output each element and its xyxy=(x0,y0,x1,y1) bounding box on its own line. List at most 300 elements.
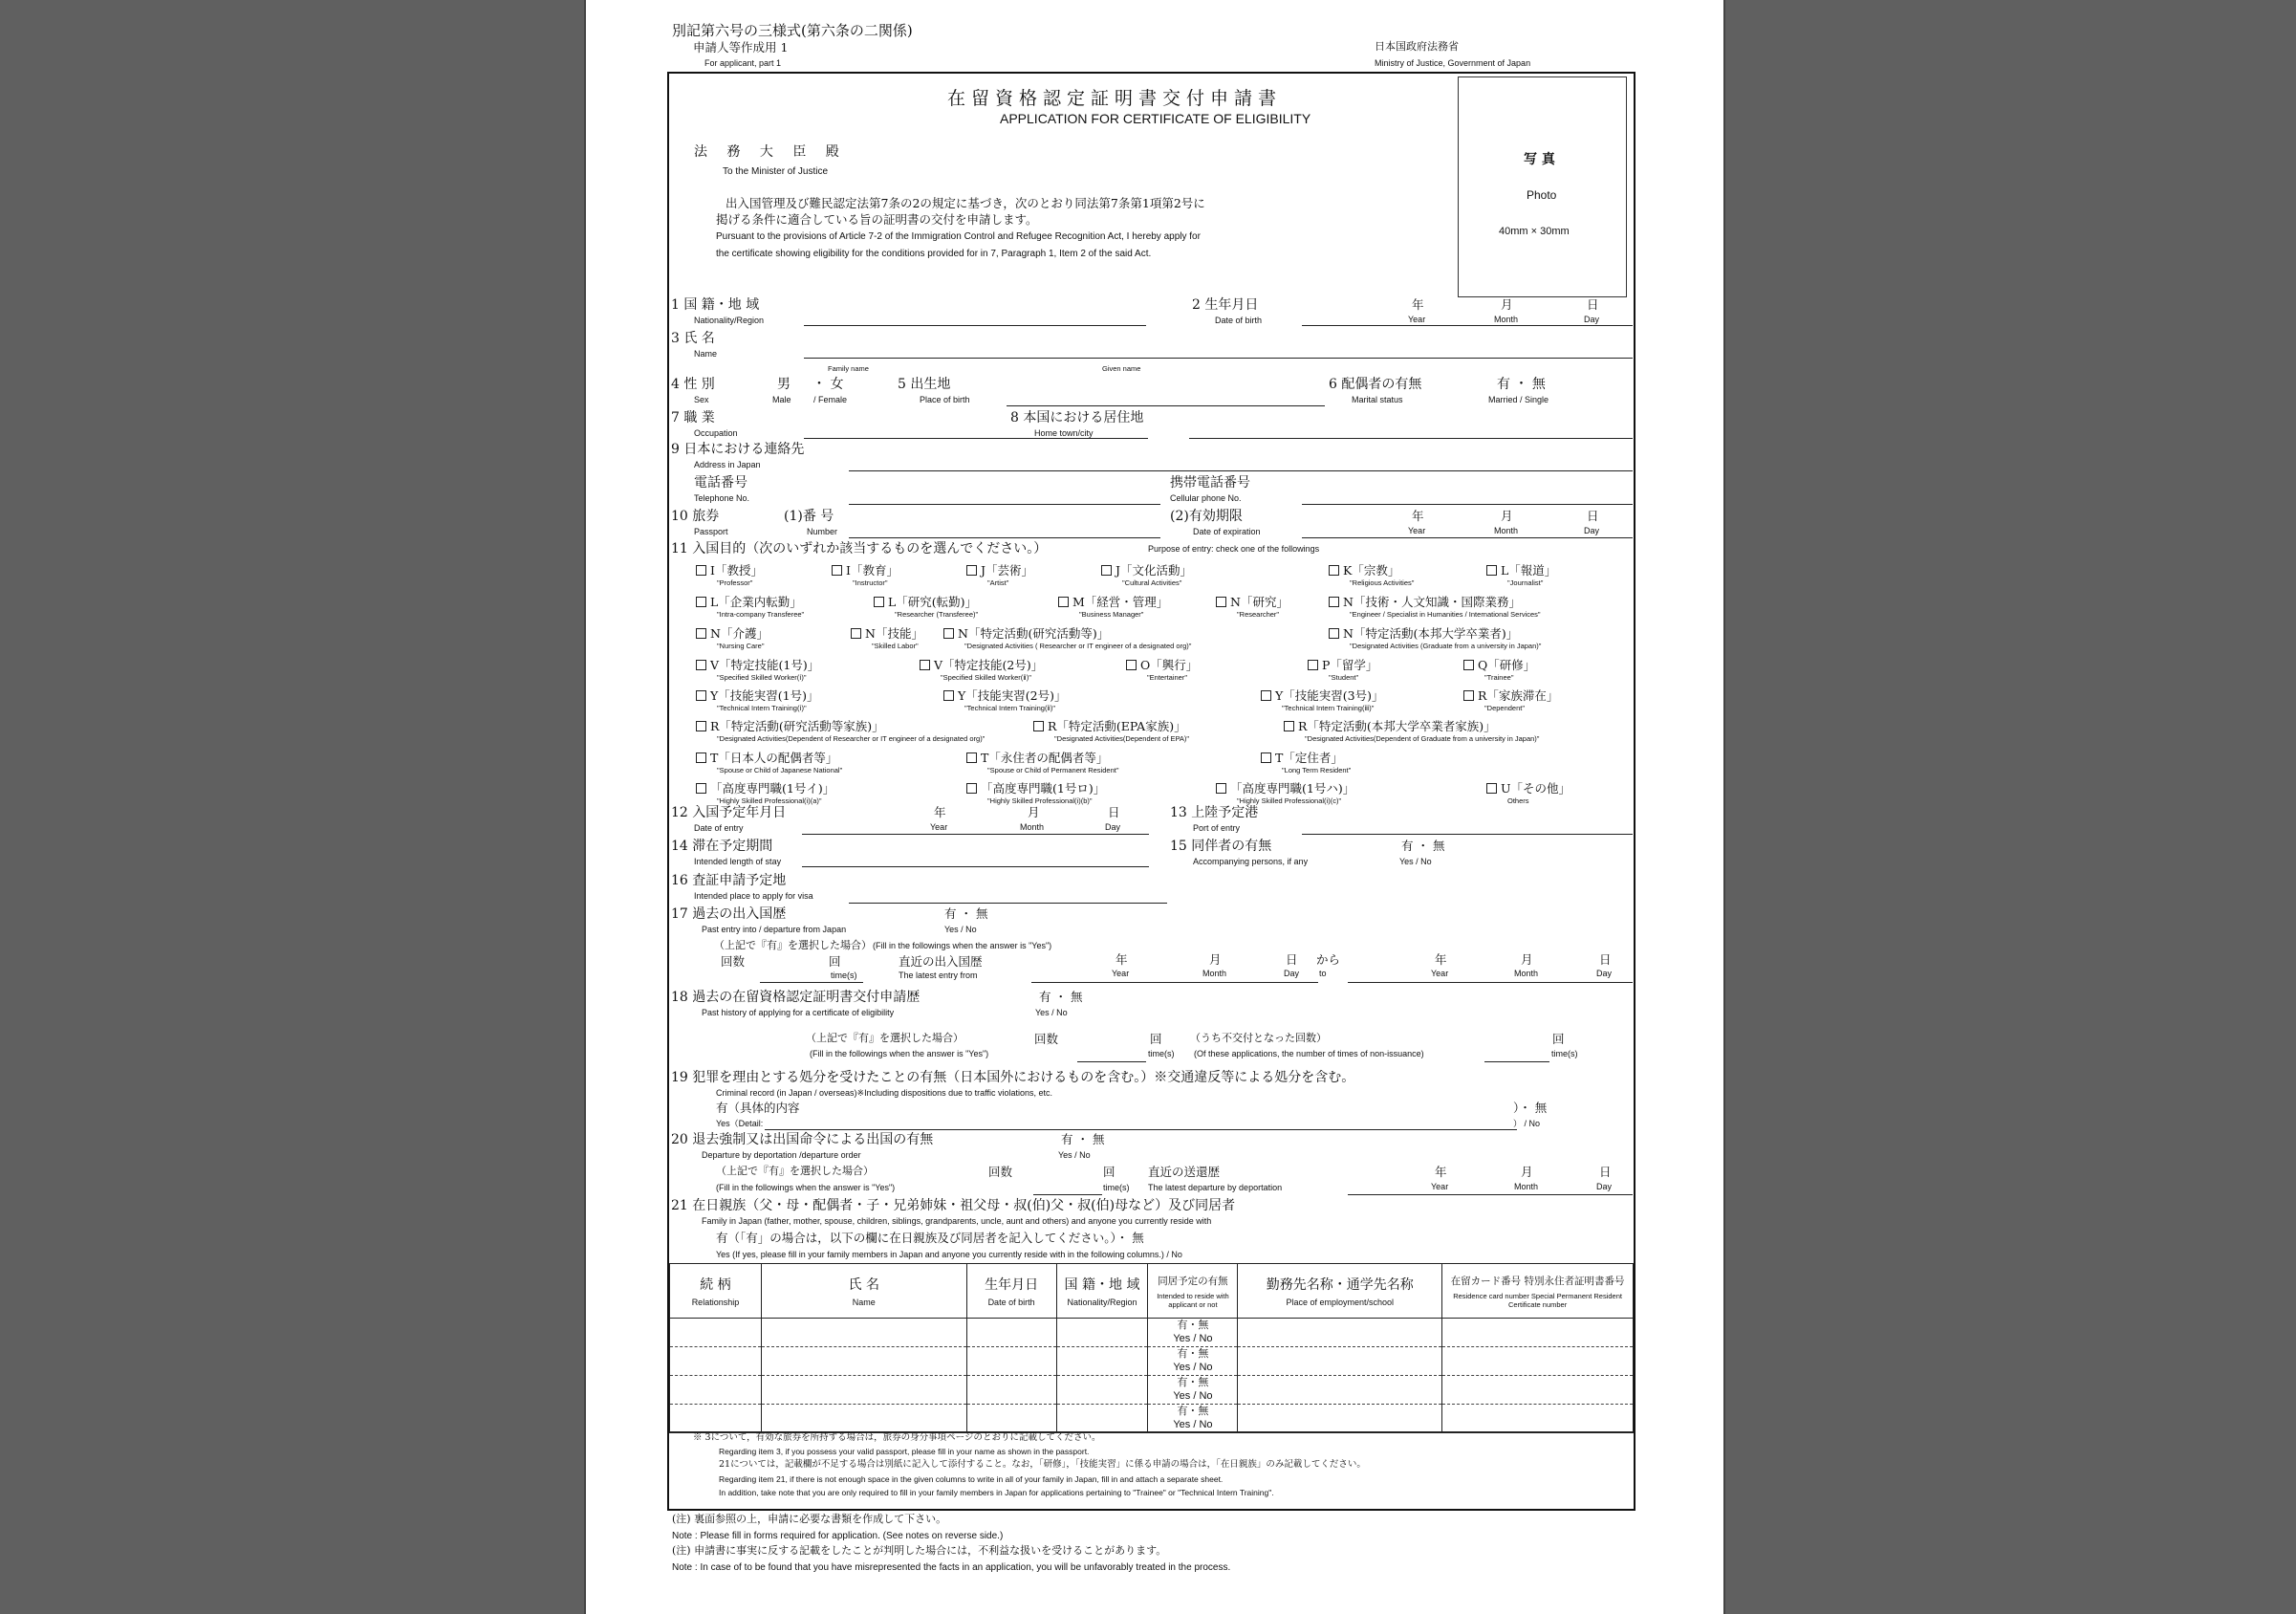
f20-times-input[interactable] xyxy=(1033,1194,1102,1195)
purpose-checkbox[interactable] xyxy=(1284,721,1294,731)
purpose-checkbox[interactable] xyxy=(966,565,977,576)
day-label: 日 xyxy=(1587,509,1599,523)
f17-times-label: 回数 xyxy=(721,954,746,969)
purpose-label-en: "Designated Activities(Dependent of Graduate from a university in Japan)" xyxy=(1305,733,1540,743)
family-cell[interactable] xyxy=(1056,1376,1148,1405)
purpose-checkbox[interactable] xyxy=(696,660,706,670)
field-10-label: 10 旅券 xyxy=(671,509,720,524)
purpose-checkbox[interactable] xyxy=(832,565,842,576)
addressee-en: To the Minister of Justice xyxy=(723,166,829,177)
purpose-label: N「技能」 xyxy=(865,626,923,641)
purpose-checkbox[interactable] xyxy=(1463,690,1474,701)
field-1-label: 1 国 籍・地 域 xyxy=(671,297,760,313)
purpose-checkbox[interactable] xyxy=(1126,660,1137,670)
purpose-checkbox[interactable] xyxy=(966,783,977,794)
family-col-header-jp: 在留カード番号 特別永住者証明書番号 xyxy=(1450,1275,1625,1287)
purpose-item[interactable] xyxy=(1216,596,1289,619)
purpose-label: R「特定活動(EPA家族)」 xyxy=(1048,719,1186,733)
passport-number-input[interactable] xyxy=(849,537,1160,538)
family-cell[interactable] xyxy=(1148,1319,1238,1347)
f20-latest-label: 直近の送還歴 xyxy=(1148,1165,1221,1179)
purpose-label: T「永住者の配偶者等」 xyxy=(981,751,1109,765)
family-cell[interactable] xyxy=(1148,1405,1238,1433)
purpose-checkbox[interactable] xyxy=(1216,597,1226,607)
purpose-item[interactable] xyxy=(966,752,1118,774)
preamble-en-1: Pursuant to the provisions of Article 7-2 of the Immigration Control and Refugee Recognition Act, I hereby apply for xyxy=(716,231,1201,242)
purpose-item[interactable] xyxy=(696,782,834,805)
f20-latest-label-en: The latest departure by deportation xyxy=(1148,1183,1283,1192)
family-cell[interactable] xyxy=(1442,1347,1634,1376)
purpose-item[interactable] xyxy=(920,659,1043,682)
purpose-label: Y「技能実習(3号)」 xyxy=(1275,688,1384,703)
family-col-header-en: Name xyxy=(852,1298,876,1307)
note-2: Regarding item 3, if you possess your valid passport, please fill in your name as shown in the passport. xyxy=(719,1447,1090,1456)
purpose-label: V「特定技能(1号)」 xyxy=(710,658,820,672)
field-20-label-en: Departure by deportation /departure order xyxy=(702,1150,861,1160)
purpose-item[interactable] xyxy=(832,564,899,587)
photo-label-jp: 写 真 xyxy=(1524,152,1555,167)
occupation-input[interactable] xyxy=(804,438,1148,439)
family-col-header xyxy=(1148,1264,1238,1319)
purpose-checkbox[interactable] xyxy=(1463,660,1474,670)
family-col-header xyxy=(1442,1264,1634,1319)
purpose-label: V「特定技能(2号)」 xyxy=(934,658,1044,672)
purpose-item[interactable] xyxy=(696,627,769,650)
f17-select-note-en: (Fill in the followings when the answer is "Yes") xyxy=(873,941,1052,950)
purpose-checkbox[interactable] xyxy=(696,628,706,639)
purpose-item[interactable] xyxy=(1126,659,1198,682)
family-cell[interactable] xyxy=(670,1347,762,1376)
month-label-en: Month xyxy=(1020,822,1045,832)
month-label: 月 xyxy=(1521,1165,1533,1179)
purpose-label: M「経営・管理」 xyxy=(1072,595,1169,609)
note-5: In addition, take note that you are only required to fill in your family members in Japan for applications pertaining to "Trainee" or "Technical Intern Training". xyxy=(719,1488,1274,1497)
purpose-label: U「その他」 xyxy=(1501,781,1571,796)
purpose-label-en: Others xyxy=(1507,796,1529,805)
purpose-label-en: "Religious Activities" xyxy=(1350,578,1415,587)
family-cell[interactable] xyxy=(1056,1405,1148,1433)
field-21-label: 21 在日親族（父・母・配偶者・子・兄弟姉妹・祖父母・叔(伯)父・叔(伯)母など）及び同居者 xyxy=(671,1198,1236,1213)
stay-length-input[interactable] xyxy=(802,866,1149,867)
purpose-checkbox[interactable] xyxy=(874,597,884,607)
family-cell[interactable] xyxy=(761,1347,966,1376)
purpose-label-en: "Instructor" xyxy=(853,578,888,587)
family-cell[interactable] xyxy=(1238,1347,1442,1376)
visa-place-input[interactable] xyxy=(849,903,1167,904)
purpose-item[interactable] xyxy=(1261,689,1383,712)
family-cell[interactable] xyxy=(1238,1405,1442,1433)
purpose-item[interactable] xyxy=(696,689,818,712)
purpose-label-en: "Dependent" xyxy=(1484,703,1526,712)
purpose-checkbox[interactable] xyxy=(696,783,706,794)
purpose-item[interactable] xyxy=(943,627,1191,650)
cellphone-label-en: Cellular phone No. xyxy=(1170,493,1242,503)
purpose-item[interactable] xyxy=(1463,659,1535,682)
reside-options-jp: 有・無 xyxy=(1177,1319,1209,1331)
purpose-label: 「高度専門職(1号ハ)」 xyxy=(1230,781,1355,796)
family-cell[interactable] xyxy=(670,1319,762,1347)
family-cell[interactable] xyxy=(1442,1376,1634,1405)
day-label-en: Day xyxy=(1596,1182,1613,1191)
family-cell[interactable] xyxy=(966,1376,1056,1405)
purpose-label: R「家族滞在」 xyxy=(1478,688,1559,703)
telephone-label: 電話番号 xyxy=(694,475,747,491)
purpose-checkbox[interactable] xyxy=(696,721,706,731)
f17-select-note: （上記で『有』を選択した場合） xyxy=(714,939,872,951)
f18-times-input[interactable] xyxy=(1077,1061,1146,1062)
f18-times-label: 回数 xyxy=(1034,1032,1059,1046)
f20-select-note: （上記で『有』を選択した場合） xyxy=(716,1165,874,1177)
month-label-en: Month xyxy=(1202,969,1227,978)
day-label: 日 xyxy=(1599,1165,1612,1179)
year-label-en: Year xyxy=(1112,969,1130,978)
family-cell[interactable] xyxy=(966,1347,1056,1376)
family-cell[interactable] xyxy=(761,1319,966,1347)
purpose-checkbox[interactable] xyxy=(1308,660,1318,670)
family-col-header xyxy=(1056,1264,1148,1319)
hometown-input[interactable] xyxy=(1189,438,1633,439)
purpose-label: Y「技能実習(1号)」 xyxy=(710,688,819,703)
purpose-checkbox[interactable] xyxy=(851,628,861,639)
purpose-label: 「高度専門職(1号イ)」 xyxy=(710,781,835,796)
purpose-item[interactable] xyxy=(696,564,763,587)
purpose-checkbox[interactable] xyxy=(920,660,930,670)
f18-nonissue-times-en: time(s) xyxy=(1551,1049,1578,1058)
family-cell[interactable] xyxy=(1148,1376,1238,1405)
purpose-label-en: "Designated Activities(Dependent of EPA)" xyxy=(1054,733,1190,743)
f19-no-label[interactable]: ）・ 無 xyxy=(1513,1101,1548,1115)
field-6-label: 6 配偶者の有無 xyxy=(1329,377,1422,392)
purpose-label: N「特定活動(本邦大学卒業者)」 xyxy=(1343,626,1519,641)
month-label: 月 xyxy=(1521,952,1533,967)
family-cell[interactable] xyxy=(1056,1347,1148,1376)
purpose-checkbox[interactable] xyxy=(1216,783,1226,794)
field-5-label-en: Place of birth xyxy=(920,395,970,404)
field-12-label-en: Date of entry xyxy=(694,823,744,833)
purpose-item[interactable] xyxy=(696,720,985,743)
purpose-item[interactable] xyxy=(1101,564,1192,587)
passport-number-label: (1)番 号 xyxy=(784,509,834,524)
purpose-label: I「教育」 xyxy=(846,563,899,578)
port-of-entry-input[interactable] xyxy=(1302,834,1633,835)
purpose-checkbox[interactable] xyxy=(1261,752,1271,763)
name-input[interactable] xyxy=(804,358,1633,359)
purpose-label: Y「技能実習(2号)」 xyxy=(958,688,1067,703)
form-title-jp: 在留資格認定証明書交付申請書 xyxy=(947,88,1283,109)
f17-times-input[interactable] xyxy=(760,982,863,983)
year-label-en: Year xyxy=(930,822,948,832)
family-cell[interactable] xyxy=(966,1319,1056,1347)
purpose-checkbox[interactable] xyxy=(943,690,954,701)
accompany-options[interactable]: 有 ・ 無 xyxy=(1401,839,1445,853)
purpose-label-en: "Artist" xyxy=(987,578,1009,587)
purpose-label: T「日本人の配偶者等」 xyxy=(710,751,838,765)
purpose-checkbox[interactable] xyxy=(696,752,706,763)
purpose-item[interactable] xyxy=(1058,596,1168,619)
family-cell[interactable] xyxy=(761,1405,966,1433)
family-col-header-en: Intended to reside with applicant or not xyxy=(1157,1291,1229,1309)
form-id: 別記第六号の三様式(第六条の二関係) xyxy=(672,22,913,39)
field-17-label-en: Past entry into / departure from Japan xyxy=(702,925,847,934)
purpose-checkbox[interactable] xyxy=(1486,783,1497,794)
purpose-label: J「文化活動」 xyxy=(1116,563,1193,578)
purpose-item[interactable] xyxy=(696,596,804,619)
f20-times-label: 回数 xyxy=(988,1165,1013,1179)
purpose-checkbox[interactable] xyxy=(1329,597,1339,607)
cellphone-input[interactable] xyxy=(1302,504,1633,505)
f18-times-en: time(s) xyxy=(1148,1049,1175,1058)
family-cell[interactable] xyxy=(761,1376,966,1405)
sex-female-en: / Female xyxy=(813,395,848,404)
sex-male-en: Male xyxy=(772,395,791,404)
nationality-input[interactable] xyxy=(804,325,1146,326)
purpose-checkbox[interactable] xyxy=(1329,628,1339,639)
f17-to-label: to xyxy=(1319,969,1327,978)
month-label-en: Month xyxy=(1514,1182,1539,1191)
f19-yes-label-en: Yes（Detail: xyxy=(716,1119,764,1128)
purpose-checkbox[interactable] xyxy=(1058,597,1069,607)
purpose-label-en: "Spouse or Child of Permanent Resident" xyxy=(987,765,1119,774)
preamble-jp-2: 掲げる条件に適合している旨の証明書の交付を申請します。 xyxy=(716,212,1038,227)
purpose-item[interactable] xyxy=(1463,689,1558,712)
purpose-label: L「企業内転勤」 xyxy=(710,595,802,609)
purpose-label-en: "Researcher (Transferee)" xyxy=(895,609,979,619)
address-input[interactable] xyxy=(849,470,1633,471)
family-cell[interactable] xyxy=(670,1376,762,1405)
purpose-item[interactable] xyxy=(1033,720,1189,743)
form-title-en: APPLICATION FOR CERTIFICATE OF ELIGIBILITY xyxy=(1000,111,1311,126)
family-table-row xyxy=(670,1405,1634,1433)
photo-box[interactable] xyxy=(1458,76,1627,297)
family-col-header-jp: 勤務先名称・通学先名称 xyxy=(1266,1277,1414,1293)
passport-number-label-en: Number xyxy=(807,527,838,536)
family-col-header xyxy=(1238,1264,1442,1319)
month-label-en: Month xyxy=(1514,969,1539,978)
field-10-label-en: Passport xyxy=(694,527,728,536)
purpose-label-en: "Designated Activities(Dependent of Researcher or IT engineer of a designated org)" xyxy=(717,733,986,743)
purpose-label-en: "Trainee" xyxy=(1484,672,1514,682)
purpose-item[interactable] xyxy=(1329,564,1414,587)
f20-times-en: time(s) xyxy=(1103,1183,1130,1192)
purpose-label-en: "Skilled Labor" xyxy=(872,641,919,650)
purpose-checkbox[interactable] xyxy=(1033,721,1044,731)
purpose-label-en: "Specified Skilled Worker(ⅱ)" xyxy=(941,672,1031,682)
field-12-label: 12 入国予定年月日 xyxy=(671,805,787,820)
purpose-item[interactable] xyxy=(966,782,1105,805)
purpose-item[interactable] xyxy=(1216,782,1354,805)
f18-nonissue-input[interactable] xyxy=(1484,1061,1549,1062)
purpose-checkbox[interactable] xyxy=(696,565,706,576)
year-label-en: Year xyxy=(1408,315,1426,324)
reside-options-jp: 有・無 xyxy=(1177,1405,1209,1417)
field-21-label-en: Family in Japan (father, mother, spouse, children, siblings, grandparents, uncle, aunt and others) and anyone you currently reside with xyxy=(702,1216,1212,1226)
reside-options-jp: 有・無 xyxy=(1177,1376,1209,1388)
f17-from-label: から xyxy=(1316,952,1341,967)
purpose-item[interactable] xyxy=(1261,752,1351,774)
family-cell[interactable] xyxy=(1442,1319,1634,1347)
reside-options-en: Yes / No xyxy=(1173,1332,1213,1344)
accompany-options-en: Yes / No xyxy=(1399,857,1432,866)
f19-no-label-en: ） / No xyxy=(1513,1119,1541,1128)
purpose-checkbox[interactable] xyxy=(696,690,706,701)
f19-yes-label[interactable]: 有（具体的内容 xyxy=(716,1101,800,1115)
field-5-label: 5 出生地 xyxy=(898,377,951,392)
purpose-item[interactable] xyxy=(851,627,923,650)
marital-options[interactable]: 有 ・ 無 xyxy=(1497,377,1546,392)
addressee-jp: 法 務 大 臣 殿 xyxy=(694,144,847,160)
coe-history-options[interactable]: 有 ・ 無 xyxy=(1039,990,1083,1004)
day-label-en: Day xyxy=(1584,315,1600,324)
purpose-item[interactable] xyxy=(696,659,819,682)
purpose-checkbox[interactable] xyxy=(1101,565,1112,576)
f19-detail-input[interactable] xyxy=(765,1129,1517,1130)
purpose-checkbox[interactable] xyxy=(696,597,706,607)
purpose-label: N「研究」 xyxy=(1230,595,1289,609)
field-20-label: 20 退去強制又は出国命令による出国の有無 xyxy=(671,1132,934,1147)
deportation-options-en: Yes / No xyxy=(1058,1150,1091,1160)
purpose-label-en: "Journalist" xyxy=(1507,578,1544,587)
gov-label-en: Ministry of Justice, Government of Japan xyxy=(1375,58,1531,68)
family-col-header-en: Residence card number Special Permanent Resident Certificate number xyxy=(1453,1291,1622,1309)
field-3-label: 3 氏 名 xyxy=(671,331,715,346)
family-col-header-jp: 生年月日 xyxy=(985,1277,1039,1293)
year-label-en: Year xyxy=(1431,1182,1449,1191)
purpose-item[interactable] xyxy=(943,689,1066,712)
f21-question[interactable]: 有（「有」の場合は，以下の欄に在日親族及び同居者を記入してください。）・ 無 xyxy=(716,1231,1144,1245)
preamble-en-2: the certificate showing eligibility for the conditions provided for in 7, Paragraph 1, Item 2 of the said Act. xyxy=(716,249,1152,259)
purpose-checkbox[interactable] xyxy=(966,752,977,763)
purpose-label: J「芸術」 xyxy=(981,563,1034,578)
reside-options-en: Yes / No xyxy=(1173,1389,1213,1402)
f18-nonissue-kai: 回 xyxy=(1552,1032,1565,1046)
birthplace-input[interactable] xyxy=(1007,405,1325,406)
entry-history-options[interactable]: 有 ・ 無 xyxy=(944,906,988,921)
family-cell[interactable] xyxy=(1238,1319,1442,1347)
form-page xyxy=(584,0,1725,1614)
f17-latest-label-en: The latest entry from xyxy=(899,971,978,980)
family-cell[interactable] xyxy=(670,1405,762,1433)
telephone-input[interactable] xyxy=(849,504,1160,505)
footer-note-2: Note : Please fill in forms required for application. (See notes on reverse side.) xyxy=(672,1531,1004,1541)
purpose-item[interactable] xyxy=(1329,596,1541,619)
family-table-header xyxy=(670,1264,1634,1319)
purpose-item[interactable] xyxy=(1284,720,1539,743)
field-13-label-en: Port of entry xyxy=(1193,823,1241,833)
f20-kai: 回 xyxy=(1103,1165,1116,1179)
note-1: ※ 3について，有効な旅券を所持する場合は，旅券の身分事項ページのとおりに記載してください。 xyxy=(693,1432,1101,1443)
f20-date-input[interactable] xyxy=(1348,1194,1633,1195)
purpose-item[interactable] xyxy=(1308,659,1377,682)
purpose-label: K「宗教」 xyxy=(1343,563,1400,578)
purpose-label: 「高度専門職(1号ロ)」 xyxy=(981,781,1106,796)
family-col-header-en: Relationship xyxy=(691,1298,740,1307)
purpose-label-en: "Entertainer" xyxy=(1147,672,1188,682)
f18-kai: 回 xyxy=(1150,1032,1162,1046)
note-3: 21については，記載欄が不足する場合は別紙に記入して添付すること。なお，「研修」，「技能実習」に係る申請の場合は，「在日親族」のみ記載してください。 xyxy=(719,1459,1366,1470)
f17-from-date-input[interactable] xyxy=(1031,982,1318,983)
field-8-label-en: Home town/city xyxy=(1034,428,1094,438)
family-col-header xyxy=(670,1264,762,1319)
purpose-item[interactable] xyxy=(1486,782,1570,805)
day-label-en: Day xyxy=(1105,822,1121,832)
field-16-label: 16 査証申請予定地 xyxy=(671,873,787,888)
purpose-label-en: "Engineer / Specialist in Humanities / International Services" xyxy=(1350,609,1541,619)
purpose-checkbox[interactable] xyxy=(943,628,954,639)
footer-note-3: (注) 申請書に事実に反する記載をしたことが判明した場合には，不利益な扱いを受けることがあります。 xyxy=(672,1544,1167,1557)
purpose-label-en: "Highly Skilled Professional(i)(c)" xyxy=(1237,796,1342,805)
purpose-label: N「介護」 xyxy=(710,626,769,641)
family-table-row xyxy=(670,1347,1634,1376)
telephone-label-en: Telephone No. xyxy=(694,493,750,503)
field-15-label: 15 同伴者の有無 xyxy=(1170,839,1272,854)
passport-expiry-input[interactable] xyxy=(1302,537,1633,538)
purpose-item[interactable] xyxy=(966,564,1033,587)
year-label: 年 xyxy=(1412,509,1424,523)
year-label-en: Year xyxy=(1431,969,1449,978)
family-name-caption: Family name xyxy=(828,364,869,373)
purpose-item[interactable] xyxy=(874,596,978,619)
purpose-label-en: "Technical Intern Training(ⅰ)" xyxy=(717,703,807,712)
passport-expiry-label: (2)有効期限 xyxy=(1170,509,1243,524)
family-cell[interactable] xyxy=(1056,1319,1148,1347)
entry-date-input[interactable] xyxy=(802,834,1149,835)
field-6-label-en: Marital status xyxy=(1352,395,1403,404)
purpose-label-en: "Nursing Care" xyxy=(717,641,765,650)
field-19-label-en: Criminal record (in Japan / overseas)※Including dispositions due to traffic violations, etc. xyxy=(716,1088,1053,1098)
purpose-label-en: "Highly Skilled Professional(i)(b)" xyxy=(987,796,1093,805)
reside-options-en: Yes / No xyxy=(1173,1361,1213,1373)
field-14-label-en: Intended length of stay xyxy=(694,857,782,866)
photo-size: 40mm × 30mm xyxy=(1499,226,1570,237)
family-cell[interactable] xyxy=(1442,1405,1634,1433)
purpose-label-en: "Designated Activities ( Researcher or IT engineer of a designated org)" xyxy=(964,641,1192,650)
family-cell[interactable] xyxy=(1148,1347,1238,1376)
purpose-label-en: "Specified Skilled Worker(ⅰ)" xyxy=(717,672,807,682)
purpose-checkbox[interactable] xyxy=(1486,565,1497,576)
f17-latest-label: 直近の出入国歴 xyxy=(899,954,983,969)
passport-expiry-label-en: Date of expiration xyxy=(1193,527,1261,536)
sex-female-option[interactable]: ・ 女 xyxy=(812,377,844,392)
family-col-header-en: Date of birth xyxy=(987,1298,1035,1307)
purpose-item[interactable] xyxy=(696,752,842,774)
field-11-label-en: Purpose of entry: check one of the followings xyxy=(1148,544,1320,554)
field-9-label-en: Address in Japan xyxy=(694,460,761,469)
dob-input[interactable] xyxy=(1302,325,1633,326)
field-4-label: 4 性 別 xyxy=(671,377,715,392)
purpose-item[interactable] xyxy=(1329,627,1541,650)
entry-history-options-en: Yes / No xyxy=(944,925,977,934)
year-label: 年 xyxy=(1435,952,1447,967)
purpose-label: T「定住者」 xyxy=(1275,751,1343,765)
deportation-options[interactable]: 有 ・ 無 xyxy=(1061,1132,1105,1146)
purpose-label: Q「研修」 xyxy=(1478,658,1536,672)
month-label-en: Month xyxy=(1494,526,1519,535)
month-label: 月 xyxy=(1028,805,1040,819)
purpose-checkbox[interactable] xyxy=(1261,690,1271,701)
day-label: 日 xyxy=(1286,952,1298,967)
year-label: 年 xyxy=(1435,1165,1447,1179)
family-cell[interactable] xyxy=(1238,1376,1442,1405)
sex-male-option[interactable]: 男 xyxy=(777,377,791,392)
family-cell[interactable] xyxy=(966,1405,1056,1433)
purpose-item[interactable] xyxy=(1486,564,1556,587)
day-label: 日 xyxy=(1599,952,1612,967)
field-13-label: 13 上陸予定港 xyxy=(1170,805,1259,820)
day-label: 日 xyxy=(1587,297,1599,312)
given-name-caption: Given name xyxy=(1102,364,1141,373)
purpose-checkbox[interactable] xyxy=(1329,565,1339,576)
f17-to-date-input[interactable] xyxy=(1348,982,1633,983)
